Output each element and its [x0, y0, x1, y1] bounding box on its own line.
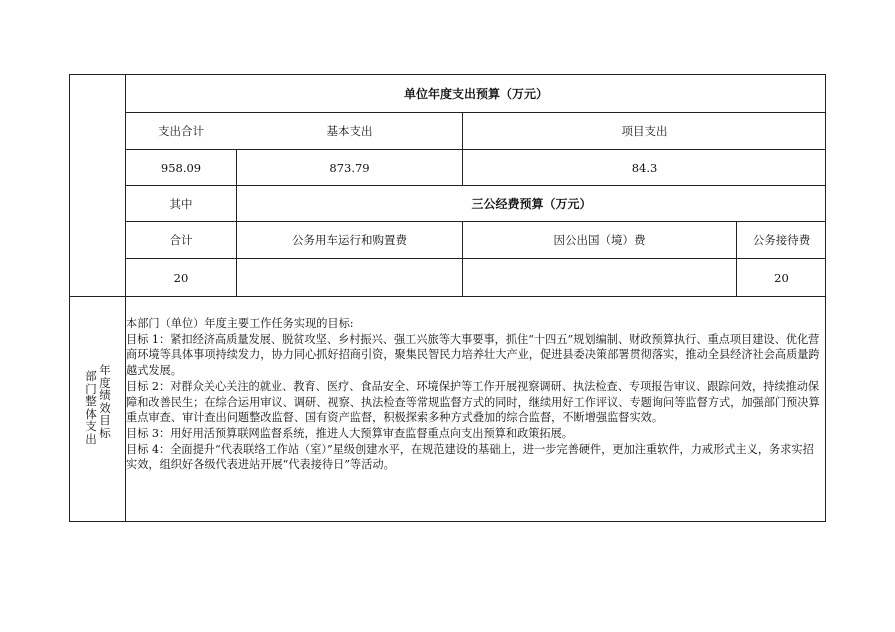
sangong-header: 三公经费预算（万元）: [471, 197, 592, 211]
side-label-annual-goals: 年度绩效目标: [99, 363, 111, 440]
goal-3: 目标 3：用好用活预算联网监督系统，推进人大预算审查监督重点向支出预算和政策拓展。: [126, 426, 573, 440]
value-total-expense: 958.09: [160, 160, 202, 175]
header-basic-expense: 基本支出: [326, 124, 373, 138]
goals-text: [126, 316, 823, 473]
value-reception-cost: 20: [774, 270, 789, 285]
header-reception-cost: 公务接待费: [752, 233, 811, 247]
goal-1: 目标 1：紧扣经济高质量发展、脱贫攻坚、乡村振兴、强工兴旅等大事要事，抓住“十四五”规划编制、财政预算执行、重点项目建设、优化营商环境等具体事项持续发力，协力同心抓好招商引资，聚集民智民力培养壮大产业，促进县委决策部署贯彻落实，推动全县经济社会高质量跨越式发展。: [126, 332, 820, 378]
budget-header: 单位年度支出预算（万元）: [403, 87, 548, 101]
header-overseas-cost: 因公出国（境）费: [553, 233, 646, 247]
value-basic-expense: 873.79: [329, 160, 370, 175]
header-vehicle-cost: 公务用车运行和购置费: [292, 233, 407, 247]
divider: [69, 296, 826, 297]
value-sum: 20: [173, 270, 189, 285]
label-qizhong: 其中: [169, 196, 193, 211]
header-sum: 合计: [169, 233, 193, 247]
value-overseas-cost: [463, 259, 736, 296]
header-total-expense: 支出合计: [158, 124, 204, 138]
goal-4: 目标 4：全面提升“代表联络工作站（室）”星级创建水平，在规范建设的基础上，进一步完善硬件，更加注重软件，力戒形式主义，务求实招实效，组织好各级代表进站开展“代表接待日”等活动。: [126, 442, 814, 472]
value-vehicle-cost: [237, 259, 462, 296]
value-project-expense: 84.3: [631, 160, 658, 175]
goal-2: 目标 2：对群众关心关注的就业、教育、医疗、食品安全、环境保护等工作开展视察调研、执法检查、专项报告审议、跟踪问效，持续推动保障和改善民生；在综合运用审议、调研、视察、执法检查等常规监督方式的同时，继续用好工作评议、专题询问等监督方式，加强部门预决算重点审查、审计查出问题整改监督、国有资产监督，积极探索多种方式叠加的综合监督，不断增强监督实效。: [126, 379, 820, 425]
side-label-overall-expense: 部门整体支出: [85, 369, 97, 446]
goals-intro: 本部门（单位）年度主要工作任务实现的目标:: [126, 317, 354, 330]
header-project-expense: 项目支出: [621, 124, 668, 138]
